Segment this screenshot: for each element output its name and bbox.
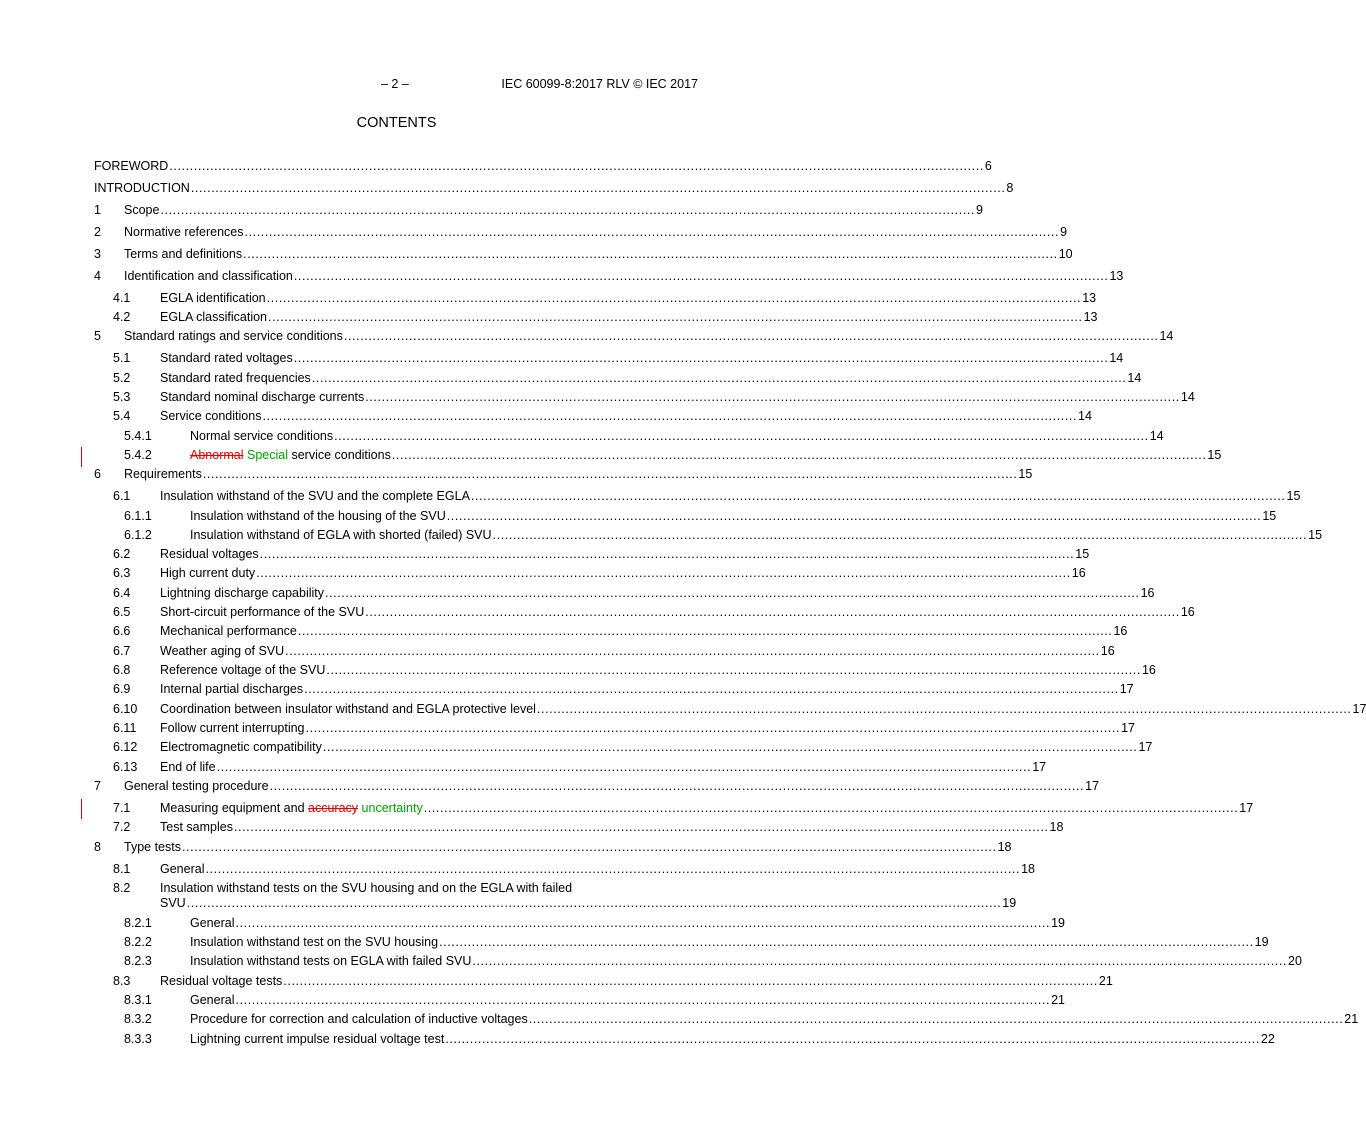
toc-entry[interactable]: 6.13 End of life ........................................................................................................................................................................................................ 17: [113, 760, 1047, 774]
dot-leader: ........................................................................................................................................................................................................: [269, 779, 1085, 793]
dot-leader: ........................................................................................................................................................................................................: [293, 351, 1109, 365]
toc-entry[interactable]: 7 General testing procedure ........................................................................................................................................................................................................ 17: [94, 779, 1100, 793]
dot-leader: ........................................................................................................................................................................................................: [283, 974, 1098, 988]
dot-leader: ........................................................................................................................................................................................................: [297, 624, 1113, 638]
dot-leader: ........................................................................................................................................................................................................: [334, 429, 1149, 443]
dot-leader: ........................................................................................................................................................................................................: [235, 993, 1051, 1007]
dot-leader: ........................................................................................................................................................................................................: [325, 586, 1140, 600]
dot-leader: ........................................................................................................................................................................................................: [186, 896, 1002, 910]
dot-leader: ........................................................................................................................................................................................................: [293, 269, 1109, 283]
toc-entry[interactable]: 2 Normative references ........................................................................................................................................................................................................ 9: [94, 225, 1068, 239]
toc-entry[interactable]: 8.1 General ........................................................................................................................................................................................................ 18: [113, 862, 1035, 876]
dot-leader: ........................................................................................................................................................................................................: [256, 566, 1071, 580]
toc-entry[interactable]: 5.1 Standard rated voltages ........................................................................................................................................................................................................ 14: [113, 351, 1124, 365]
dot-leader: ........................................................................................................................................................................................................: [439, 935, 1254, 949]
dot-leader: ........................................................................................................................................................................................................: [528, 1012, 1344, 1026]
toc-entry[interactable]: 6.9 Internal partial discharges ........................................................................................................................................................................................................ 17: [113, 682, 1134, 696]
deleted-text: accuracy: [308, 801, 359, 815]
toc-entry[interactable]: 6.3 High current duty ........................................................................................................................................................................................................ 16: [113, 566, 1086, 580]
toc-entry[interactable]: 8.2 SVU ........................................................................................................................................................................................................ 19: [113, 881, 1017, 910]
dot-leader: ........................................................................................................................................................................................................: [536, 702, 1352, 716]
toc-entry[interactable]: 6 Requirements ........................................................................................................................................................................................................ 15: [94, 467, 1033, 481]
dot-leader: ........................................................................................................................................................................................................: [259, 547, 1075, 561]
inserted-text: uncertainty: [361, 801, 423, 815]
toc-entry-introduction[interactable]: INTRODUCTION ........................................................................................................................................................................................................ 8: [94, 181, 1014, 195]
dot-leader: ........................................................................................................................................................................................................: [285, 644, 1100, 658]
toc-entry[interactable]: 6.1.1 Insulation withstand of the housing of the SVU ........................................................................................................................................................................................................ 15: [124, 509, 1277, 523]
dot-leader: ........................................................................................................................................................................................................: [160, 203, 976, 217]
toc-entry[interactable]: 6.8 Reference voltage of the SVU ........................................................................................................................................................................................................ 16: [113, 663, 1156, 677]
dot-leader: ........................................................................................................................................................................................................: [365, 390, 1180, 404]
toc-entry[interactable]: 8.3.2 Procedure for correction and calculation of inductive voltages ........................................................................................................................................................................................................ 21: [124, 1012, 1359, 1026]
toc-entry[interactable]: 5.4 Service conditions ........................................................................................................................................................................................................ 14: [113, 409, 1092, 423]
toc-entry[interactable]: 8.2.2 Insulation withstand test on the SVU housing ........................................................................................................................................................................................................ 19: [124, 935, 1269, 949]
toc-entry[interactable]: 6.6 Mechanical performance ........................................................................................................................................................................................................ 16: [113, 624, 1128, 638]
dot-leader: ........................................................................................................................................................................................................: [326, 663, 1141, 677]
toc-entry[interactable]: 4 Identification and classification ........................................................................................................................................................................................................ 13: [94, 269, 1124, 283]
toc-entry[interactable]: 7.2 Test samples ........................................................................................................................................................................................................ 18: [113, 820, 1064, 834]
toc-entry[interactable]: 5.3 Standard nominal discharge currents ........................................................................................................................................................................................................ 14: [113, 390, 1195, 404]
dot-leader: ........................................................................................................................................................................................................: [190, 181, 1006, 195]
toc-entry[interactable]: 8.2.3 Insulation withstand tests on EGLA with failed SVU ........................................................................................................................................................................................................ 20: [124, 954, 1302, 968]
toc-entry[interactable]: 8.3.3 Lightning current impulse residual voltage test ........................................................................................................................................................................................................ 22: [124, 1032, 1275, 1046]
toc-entry[interactable]: 8.3 Residual voltage tests ........................................................................................................................................................................................................ 21: [113, 974, 1113, 988]
dot-leader: ........................................................................................................................................................................................................: [205, 862, 1021, 876]
dot-leader: ........................................................................................................................................................................................................: [268, 310, 1083, 324]
dot-leader: ........................................................................................................................................................................................................: [244, 225, 1060, 239]
dot-leader: ........................................................................................................................................................................................................: [391, 448, 1207, 462]
dot-leader: ........................................................................................................................................................................................................: [304, 682, 1119, 696]
toc-entry[interactable]: 8 Type tests ........................................................................................................................................................................................................ 18: [94, 840, 1012, 854]
toc-entry[interactable]: 6.10 Coordination between insulator withstand and EGLA protective level ........................................................................................................................................................................................................ 17: [113, 702, 1366, 716]
toc-entry[interactable]: 3 Terms and definitions ........................................................................................................................................................................................................ 10: [94, 247, 1073, 261]
dot-leader: ........................................................................................................................................................................................................: [472, 954, 1287, 968]
dot-leader: ........................................................................................................................................................................................................: [181, 840, 997, 854]
toc-entry[interactable]: 6.5 Short-circuit performance of the SVU ........................................................................................................................................................................................................ 16: [113, 605, 1195, 619]
toc-entry[interactable]: 6.1.2 Insulation withstand of EGLA with shorted (failed) SVU ........................................................................................................................................................................................................ 15: [124, 528, 1323, 542]
toc-entry[interactable]: 6.11 Follow current interrupting ........................................................................................................................................................................................................ 17: [113, 721, 1136, 735]
toc-entry[interactable]: 6.1 Insulation withstand of the SVU and the complete EGLA ........................................................................................................................................................................................................ 15: [113, 489, 1301, 503]
dot-leader: ........................................................................................................................................................................................................: [233, 820, 1049, 834]
toc-entry[interactable]: 5.2 Standard rated frequencies ........................................................................................................................................................................................................ 14: [113, 371, 1142, 385]
dot-leader: ........................................................................................................................................................................................................: [322, 740, 1138, 754]
dot-leader: ........................................................................................................................................................................................................: [202, 467, 1018, 481]
dot-leader: ........................................................................................................................................................................................................: [243, 247, 1058, 261]
toc-entry[interactable]: 6.12 Electromagnetic compatibility ........................................................................................................................................................................................................ 17: [113, 740, 1153, 754]
dot-leader: ........................................................................................................................................................................................................: [446, 509, 1262, 523]
toc-entry[interactable]: 4.2 EGLA classification ........................................................................................................................................................................................................ 13: [113, 310, 1098, 324]
toc-entry-foreword[interactable]: FOREWORD ........................................................................................................................................................................................................ 6: [94, 159, 992, 173]
toc-entry-wrapped-line: Insulation withstand tests on the SVU housing and on the EGLA with failed: [160, 881, 573, 895]
inserted-text: Special: [246, 448, 288, 462]
dot-leader: ........................................................................................................................................................................................................: [262, 409, 1078, 423]
toc-entry[interactable]: 5.4.1 Normal service conditions ........................................................................................................................................................................................................ 14: [124, 429, 1164, 443]
dot-leader: ........................................................................................................................................................................................................: [445, 1032, 1260, 1046]
toc-entry[interactable]: 6.7 Weather aging of SVU ........................................................................................................................................................................................................ 16: [113, 644, 1115, 658]
document-id: IEC 60099-8:2017 RLV © IEC 2017: [501, 77, 698, 91]
dot-leader: ........................................................................................................................................................................................................: [365, 605, 1180, 619]
toc-entry[interactable]: 5.4.2 Abnormal Special service conditions ........................................................................................................................................................................................................ 15: [124, 448, 1222, 462]
toc-entry[interactable]: 6.4 Lightning discharge capability ........................................................................................................................................................................................................ 16: [113, 586, 1155, 600]
toc-entry[interactable]: 5 Standard ratings and service conditions ........................................................................................................................................................................................................ 14: [94, 329, 1174, 343]
toc-entry[interactable]: 8.2.1 General ........................................................................................................................................................................................................ 19: [124, 916, 1065, 930]
dot-leader: ........................................................................................................................................................................................................: [266, 291, 1082, 305]
dot-leader: ........................................................................................................................................................................................................: [311, 371, 1127, 385]
toc-entry[interactable]: 4.1 EGLA identification ........................................................................................................................................................................................................ 13: [113, 291, 1097, 305]
toc-entry[interactable]: 7.1 Measuring equipment and accuracy uncertainty ........................................................................................................................................................................................................ 17: [113, 801, 1254, 815]
dot-leader: ........................................................................................................................................................................................................: [235, 916, 1051, 930]
deleted-text: Abnormal: [190, 448, 244, 462]
dot-leader: ........................................................................................................................................................................................................: [423, 801, 1239, 815]
dot-leader: ........................................................................................................................................................................................................: [216, 760, 1032, 774]
dot-leader: ........................................................................................................................................................................................................: [470, 489, 1286, 503]
page-number: – 2 –: [381, 77, 409, 91]
page-title: CONTENTS: [356, 115, 437, 131]
dot-leader: ........................................................................................................................................................................................................: [492, 528, 1308, 542]
dot-leader: ........................................................................................................................................................................................................: [343, 329, 1159, 343]
toc-entry[interactable]: 1 Scope ........................................................................................................................................................................................................ 9: [94, 203, 983, 217]
dot-leader: ........................................................................................................................................................................................................: [169, 159, 984, 173]
dot-leader: ........................................................................................................................................................................................................: [305, 721, 1121, 735]
toc-entry[interactable]: 6.2 Residual voltages ........................................................................................................................................................................................................ 15: [113, 547, 1090, 561]
toc-entry[interactable]: 8.3.1 General ........................................................................................................................................................................................................ 21: [124, 993, 1065, 1007]
